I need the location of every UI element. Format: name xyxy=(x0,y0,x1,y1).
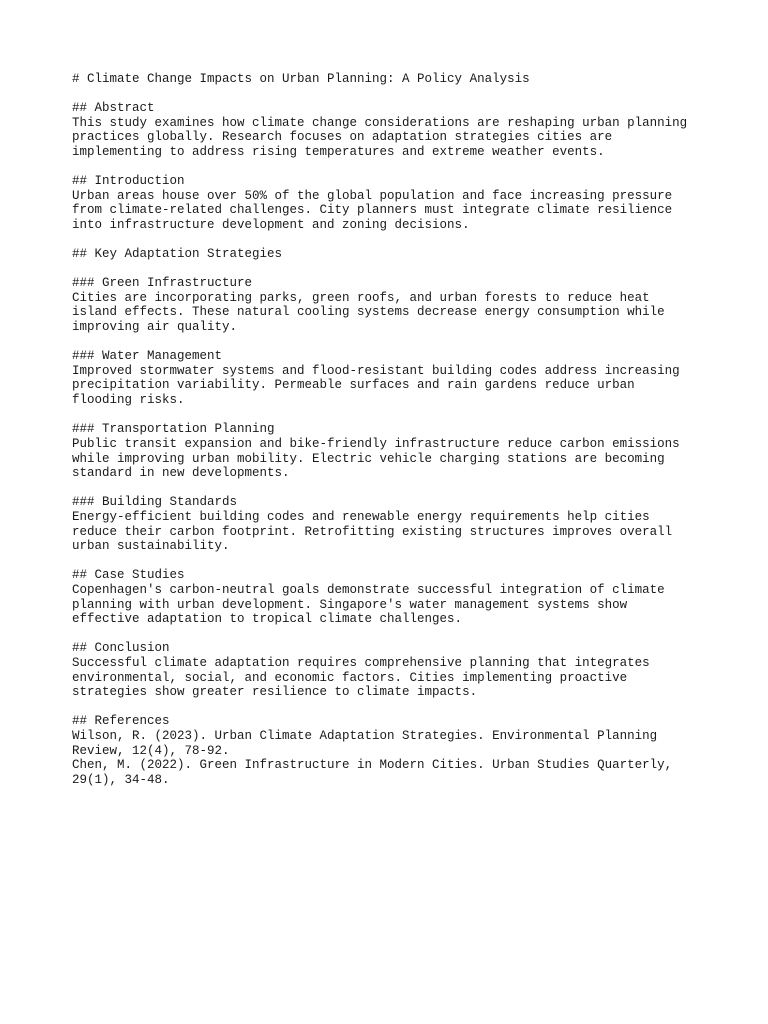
paragraph-line: into infrastructure development and zoning decisions. xyxy=(72,218,470,233)
section-heading: ## References xyxy=(72,714,170,729)
document-title: # Climate Change Impacts on Urban Planning: A Policy Analysis xyxy=(72,72,530,86)
section-heading: ### Green Infrastructure xyxy=(72,276,253,291)
paragraph-line: planning with urban development. Singapore's water management systems show xyxy=(72,597,628,612)
paragraph-line: Energy-efficient building codes and renewable energy requirements help cities xyxy=(72,509,650,524)
section-heading: ## Introduction xyxy=(72,174,185,189)
paragraph-line: improving air quality. xyxy=(72,320,238,335)
section-case-studies xyxy=(72,568,712,627)
reference-line: 29(1), 34-48. xyxy=(72,773,170,788)
section-key-adaptation-strategies xyxy=(72,247,712,262)
paragraph-line: Improved stormwater systems and flood-resistant building codes address increasing xyxy=(72,363,680,378)
paragraph-line: from climate-related challenges. City planners must integrate climate resilience xyxy=(72,203,673,218)
section-building-standards xyxy=(72,495,712,554)
reference-line: Wilson, R. (2023). Urban Climate Adaptation Strategies. Environmental Planning xyxy=(72,729,658,744)
paragraph-line: Cities are incorporating parks, green roofs, and urban forests to reduce heat xyxy=(72,290,650,305)
section-heading: ### Transportation Planning xyxy=(72,422,275,437)
paragraph-line: island effects. These natural cooling systems decrease energy consumption while xyxy=(72,305,665,320)
section-heading: ## Abstract xyxy=(72,100,155,115)
paragraph-line: standard in new developments. xyxy=(72,466,290,481)
document-title-block xyxy=(72,72,712,87)
paragraph-line: practices globally. Research focuses on adaptation strategies cities are xyxy=(72,130,613,145)
section-conclusion xyxy=(72,641,712,700)
section-heading: ## Key Adaptation Strategies xyxy=(72,247,283,262)
reference-line: Review, 12(4), 78-92. xyxy=(72,743,230,758)
paragraph-line: flooding risks. xyxy=(72,393,185,408)
paragraph-line: urban sustainability. xyxy=(72,539,230,554)
document-body xyxy=(72,72,712,788)
section-heading: ### Water Management xyxy=(72,349,223,364)
section-heading: ### Building Standards xyxy=(72,495,238,510)
section-introduction xyxy=(72,174,712,233)
paragraph-line: Successful climate adaptation requires comprehensive planning that integrates xyxy=(72,655,650,670)
section-references xyxy=(72,714,712,787)
section-heading: ## Case Studies xyxy=(72,568,185,583)
section-heading: ## Conclusion xyxy=(72,641,170,656)
paragraph-line: environmental, social, and economic factors. Cities implementing proactive xyxy=(72,670,628,685)
paragraph-line: while improving urban mobility. Electric vehicle charging stations are becoming xyxy=(72,451,665,466)
paragraph-line: reduce their carbon footprint. Retrofitting existing structures improves overall xyxy=(72,524,673,539)
paragraph-line: precipitation variability. Permeable surfaces and rain gardens reduce urban xyxy=(72,378,635,393)
paragraph-line: Urban areas house over 50% of the global population and face increasing pressure xyxy=(72,188,673,203)
paragraph-line: implementing to address rising temperatures and extreme weather events. xyxy=(72,145,605,160)
paragraph-line: This study examines how climate change considerations are reshaping urban planning xyxy=(72,115,688,130)
paragraph-line: Copenhagen's carbon-neutral goals demonstrate successful integration of climate xyxy=(72,582,665,597)
document-sections xyxy=(72,101,712,788)
paragraph-line: effective adaptation to tropical climate challenges. xyxy=(72,612,463,627)
paragraph-line: strategies show greater resilience to climate impacts. xyxy=(72,685,478,700)
section-transportation-planning xyxy=(72,422,712,481)
section-green-infrastructure xyxy=(72,276,712,335)
reference-line: Chen, M. (2022). Green Infrastructure in Modern Cities. Urban Studies Quarterly, xyxy=(72,758,673,773)
section-water-management xyxy=(72,349,712,408)
paragraph-line: Public transit expansion and bike-friendly infrastructure reduce carbon emissions xyxy=(72,436,680,451)
section-abstract xyxy=(72,101,712,160)
